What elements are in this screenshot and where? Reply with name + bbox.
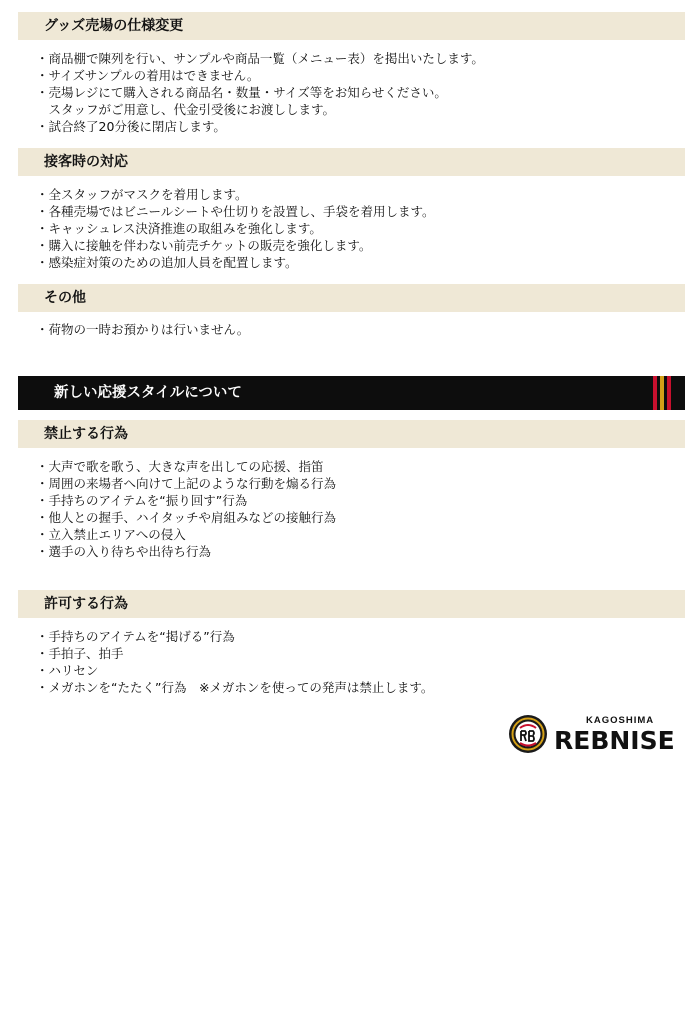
list-item: ・大声で歌を歌う、大きな声を出しての応援、指笛: [36, 459, 324, 474]
list-item: ・売場レジにて購入される商品名・数量・サイズ等をお知らせください。: [36, 85, 447, 100]
banner-title: 新しい応援スタイルについて: [54, 385, 242, 401]
section-heading-permitted: 許可する行為: [18, 590, 685, 618]
list-item: ・選手の入り待ちや出待ち行為: [36, 544, 212, 559]
rebnise-logo: [508, 714, 680, 758]
list-item: ・手持ちのアイテムを“振り回す”行為: [36, 493, 248, 508]
list-item: ・サイズサンプルの着用はできません。: [36, 68, 260, 83]
banner-stripe: [653, 376, 657, 410]
list-item: ・ハリセン: [36, 663, 99, 678]
section-heading-service: 接客時の対応: [18, 148, 685, 176]
list-item: ・各種売場ではビニールシートや仕切りを設置し、手袋を着用します。: [36, 204, 435, 219]
list-item: ・他人との握手、ハイタッチや肩組みなどの接触行為: [36, 510, 337, 525]
banner-stripe: [660, 376, 664, 410]
list-item: ・商品棚で陳列を行い、サンプルや商品一覧（メニュー表）を掲出いたします。: [36, 51, 484, 66]
goods-list: [36, 50, 484, 135]
prohibited-list: [36, 458, 336, 560]
list-item: ・感染症対策のための追加人員を配置します。: [36, 255, 298, 270]
list-item: ・手持ちのアイテムを“掲げる”行為: [36, 629, 235, 644]
list-item: ・立入禁止エリアへの侵入: [36, 527, 186, 542]
banner-stripe: [667, 376, 671, 410]
list-item: ・購入に接触を伴わない前売チケットの販売を強化します。: [36, 238, 372, 253]
service-list: [36, 186, 434, 271]
list-item: ・荷物の一時お預かりは行いません。: [36, 322, 250, 337]
permitted-list: [36, 628, 433, 696]
logo-rebnise-text: REBNISE: [554, 726, 675, 755]
banner-stripes: [653, 376, 671, 410]
list-item: ・手拍子、拍手: [36, 646, 124, 661]
section-heading-goods: グッズ売場の仕様変更: [18, 12, 685, 40]
list-item: ・キャッシュレス決済推進の取組みを強化します。: [36, 221, 322, 236]
list-item: ・メガホンを“たたく”行為 ※メガホンを使っての発声は禁止します。: [36, 680, 434, 695]
other-list: [36, 321, 249, 338]
list-item: ・試合終了20分後に閉店します。: [36, 119, 226, 134]
logo-kagoshima-text: KAGOSHIMA: [586, 715, 655, 726]
section-heading-other: その他: [18, 284, 685, 312]
list-item: ・全スタッフがマスクを着用します。: [36, 187, 248, 202]
section-heading-prohibited: 禁止する行為: [18, 420, 685, 448]
list-item: ・周囲の来場者へ向けて上記のような行動を煽る行為: [36, 476, 337, 491]
rebnise-emblem-icon: [508, 714, 548, 754]
cheer-style-banner: [18, 376, 685, 410]
list-item: スタッフがご用意し、代金引受後にお渡しします。: [36, 102, 336, 117]
